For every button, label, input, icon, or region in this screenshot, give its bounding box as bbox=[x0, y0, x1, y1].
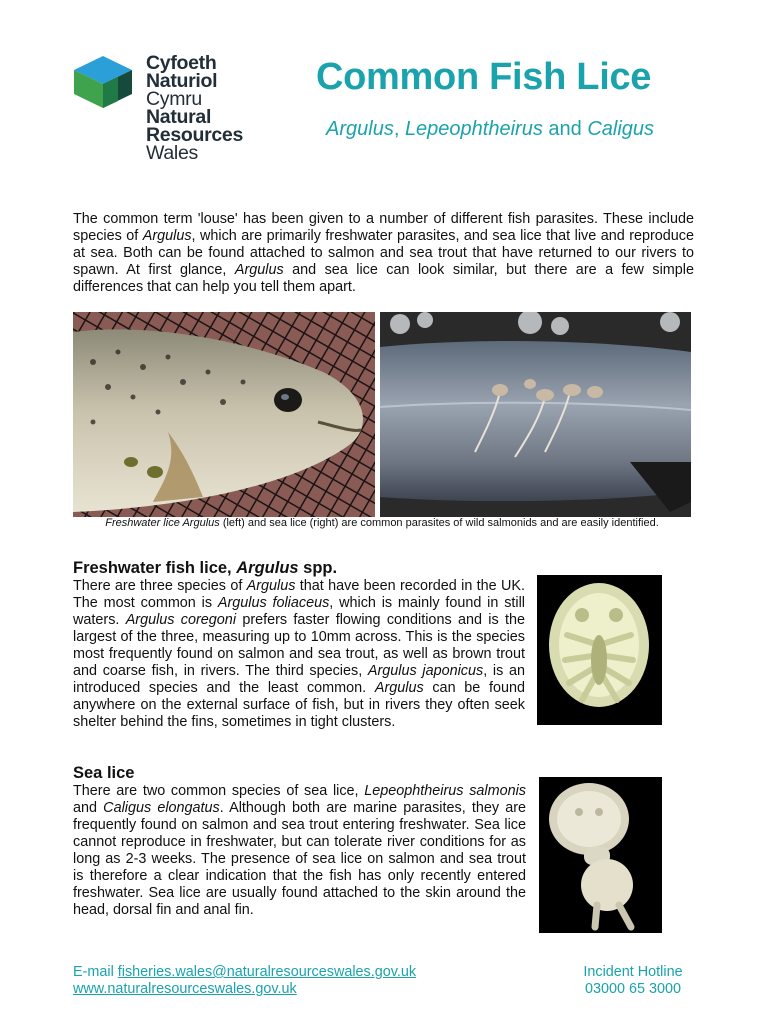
logo-line-wales: Wales bbox=[146, 142, 198, 164]
heading-text: spp. bbox=[298, 559, 338, 577]
heading-italic: Argulus bbox=[236, 559, 299, 577]
intro-italic: Argulus bbox=[142, 228, 192, 244]
logo-line-cyfoeth: Cyfoeth bbox=[146, 52, 217, 74]
subtitle-genus-caligus: Caligus bbox=[587, 118, 655, 140]
logo-line-resources: Resources bbox=[146, 124, 244, 146]
logo-wordmark bbox=[146, 54, 243, 162]
nrw-logo bbox=[72, 54, 272, 174]
page-subtitle bbox=[326, 118, 654, 141]
body-text: . Although both are marine parasites, they are frequently found on salmon and sea trout entering freshwater. Sea lice cannot reproduce in freshwater, but can tolerate river conditions for as long as 2-3 weeks. The presence of sea lice on salmon and sea trout is therefore a clear indication that the fish has only recently entered freshwater. Sea lice are usually found attached to the skin around the head, dorsal fin and anal fin. bbox=[73, 800, 527, 918]
body-italic: Argulus bbox=[374, 680, 424, 696]
intro-text: , which are primarily freshwater parasites, and sea lice that live and reproduce at sea. Both can be found attached to salmon and sea trout that have returned to our rivers to spawn. At first glance, bbox=[73, 228, 694, 278]
heading-text: Freshwater fish lice, bbox=[73, 559, 237, 577]
photo-pair bbox=[73, 312, 691, 517]
body-text: , is an introduced species and the least common. bbox=[73, 663, 526, 696]
body-italic: Argulus bbox=[246, 578, 296, 594]
hotline-number: 03000 65 3000 bbox=[584, 981, 682, 997]
body-italic: Argulus japonicus bbox=[367, 663, 484, 679]
body-italic: Caligus elongatus bbox=[103, 800, 220, 816]
body-text: There are two common species of sea lice, bbox=[73, 783, 365, 799]
body-text: prefers faster flowing conditions and is the largest of the three, measuring up to 10mm across. This is the species most frequently found on salmon and sea trout, as well as brown trout and coarse fish, in rivers. The third species, bbox=[73, 612, 525, 679]
photo-trout-with-argulus bbox=[73, 312, 375, 517]
footer-email-line bbox=[73, 964, 416, 981]
hotline-label: Incident Hotline bbox=[583, 964, 683, 980]
sea-lice-paragraph bbox=[73, 783, 526, 919]
body-text: that have been recorded in the UK. The most common is bbox=[73, 578, 525, 611]
caption-italic: Freshwater lice Argulus bbox=[105, 517, 220, 529]
logo-line-cymru: Cymru bbox=[146, 88, 202, 110]
logo-line-naturiol: Naturiol bbox=[146, 70, 218, 92]
section-heading-sea-lice: Sea lice bbox=[73, 764, 135, 782]
body-italic: Argulus coregoni bbox=[125, 612, 237, 628]
body-text: can be found anywhere on the external surface of fish, but in rivers they often seek shelter behind the fins, sometimes in tight clusters. bbox=[73, 680, 526, 730]
intro-text: and sea lice can look similar, but there are a few simple differences that can help you tell them apart. bbox=[73, 262, 694, 295]
footer-hotline bbox=[578, 964, 688, 998]
intro-paragraph bbox=[73, 211, 694, 296]
photo-caption bbox=[73, 517, 691, 530]
photo-salmon-with-sea-lice bbox=[380, 312, 691, 517]
nrw-hexagon-logo-icon bbox=[72, 54, 134, 110]
photo-sea-louse-specimen bbox=[539, 777, 662, 933]
logo-line-natural: Natural bbox=[146, 106, 212, 128]
subtitle-genus-lepeophtheirus: Lepeophtheirus bbox=[404, 118, 543, 140]
caption-text: (left) and sea lice (right) are common parasites of wild salmonids and are easily identified. bbox=[219, 517, 659, 529]
subtitle-separator: , bbox=[393, 118, 405, 140]
intro-italic: Argulus bbox=[234, 262, 284, 278]
body-italic: Argulus foliaceus bbox=[217, 595, 330, 611]
section-heading-freshwater-lice bbox=[73, 559, 337, 578]
body-italic: Lepeophtheirus salmonis bbox=[364, 783, 526, 799]
freshwater-lice-paragraph bbox=[73, 578, 525, 731]
body-text: , which is mainly found in still waters. bbox=[73, 595, 525, 628]
footer-contact bbox=[73, 964, 416, 998]
subtitle-genus-argulus: Argulus bbox=[326, 118, 394, 140]
subtitle-and: and bbox=[542, 118, 588, 140]
email-label: E-mail bbox=[73, 964, 118, 980]
intro-text: The common term 'louse' has been given to a number of different fish parasites. These include species of bbox=[73, 211, 694, 244]
body-text: and bbox=[73, 800, 104, 816]
website-link[interactable]: www.naturalresourceswales.gov.uk bbox=[73, 981, 297, 997]
page-title: Common Fish Lice bbox=[316, 56, 652, 98]
email-link[interactable]: fisheries.wales@naturalresourceswales.gov.uk bbox=[117, 964, 417, 980]
photo-argulus-specimen bbox=[537, 575, 662, 725]
body-text: There are three species of bbox=[73, 578, 247, 594]
